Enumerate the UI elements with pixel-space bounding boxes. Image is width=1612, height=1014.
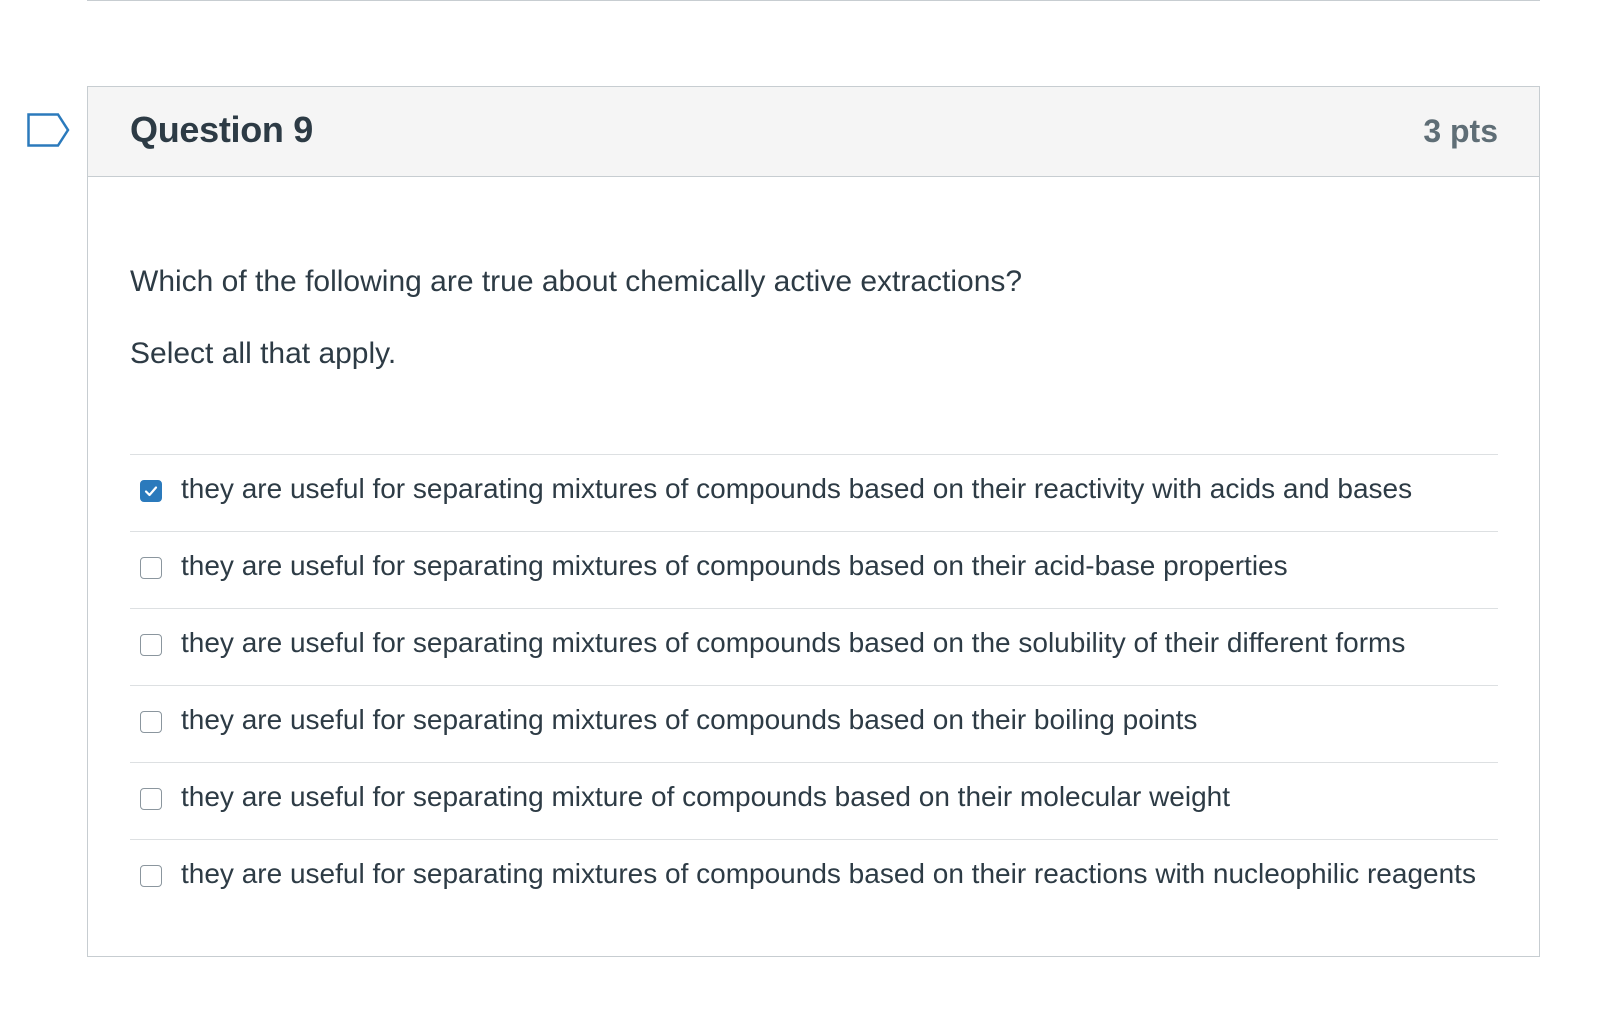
question-instruction: Select all that apply. [130, 337, 397, 370]
answer-option-3[interactable] [130, 609, 1498, 686]
top-divider [87, 0, 1540, 1]
answer-checkbox-6[interactable] [140, 865, 162, 887]
answer-option-6[interactable] [130, 840, 1498, 916]
answer-label-4[interactable]: they are useful for separating mixtures of compounds based on their boiling points [181, 704, 1198, 735]
answer-option-1[interactable] [130, 455, 1498, 532]
answer-label-2[interactable]: they are useful for separating mixtures of compounds based on their acid-base properties [181, 550, 1288, 581]
question-card [87, 86, 1540, 957]
answer-checkbox-4[interactable] [140, 711, 162, 733]
answer-option-5[interactable] [130, 763, 1498, 840]
answer-checkbox-3[interactable] [140, 634, 162, 656]
answer-checkbox-5[interactable] [140, 788, 162, 810]
flag-question-icon[interactable] [27, 113, 71, 147]
answer-list [130, 454, 1498, 916]
question-header [88, 87, 1539, 177]
question-text: Which of the following are true about chemically active extractions? [130, 265, 1023, 298]
question-title: Question 9 [130, 109, 314, 150]
checkmark-icon [143, 483, 159, 499]
question-points: 3 pts [1423, 113, 1498, 149]
answer-label-6[interactable]: they are useful for separating mixtures of compounds based on their reactions with nucleophilic reagents [181, 858, 1476, 889]
answer-label-1[interactable]: they are useful for separating mixtures of compounds based on their reactivity with acids and bases [181, 473, 1413, 504]
answer-label-5[interactable]: they are useful for separating mixture of compounds based on their molecular weight [181, 781, 1231, 812]
answer-checkbox-2[interactable] [140, 557, 162, 579]
answer-label-3[interactable]: they are useful for separating mixtures of compounds based on the solubility of their different forms [181, 627, 1406, 658]
answer-option-4[interactable] [130, 686, 1498, 763]
answer-option-2[interactable] [130, 532, 1498, 609]
answer-checkbox-1[interactable] [140, 480, 162, 502]
